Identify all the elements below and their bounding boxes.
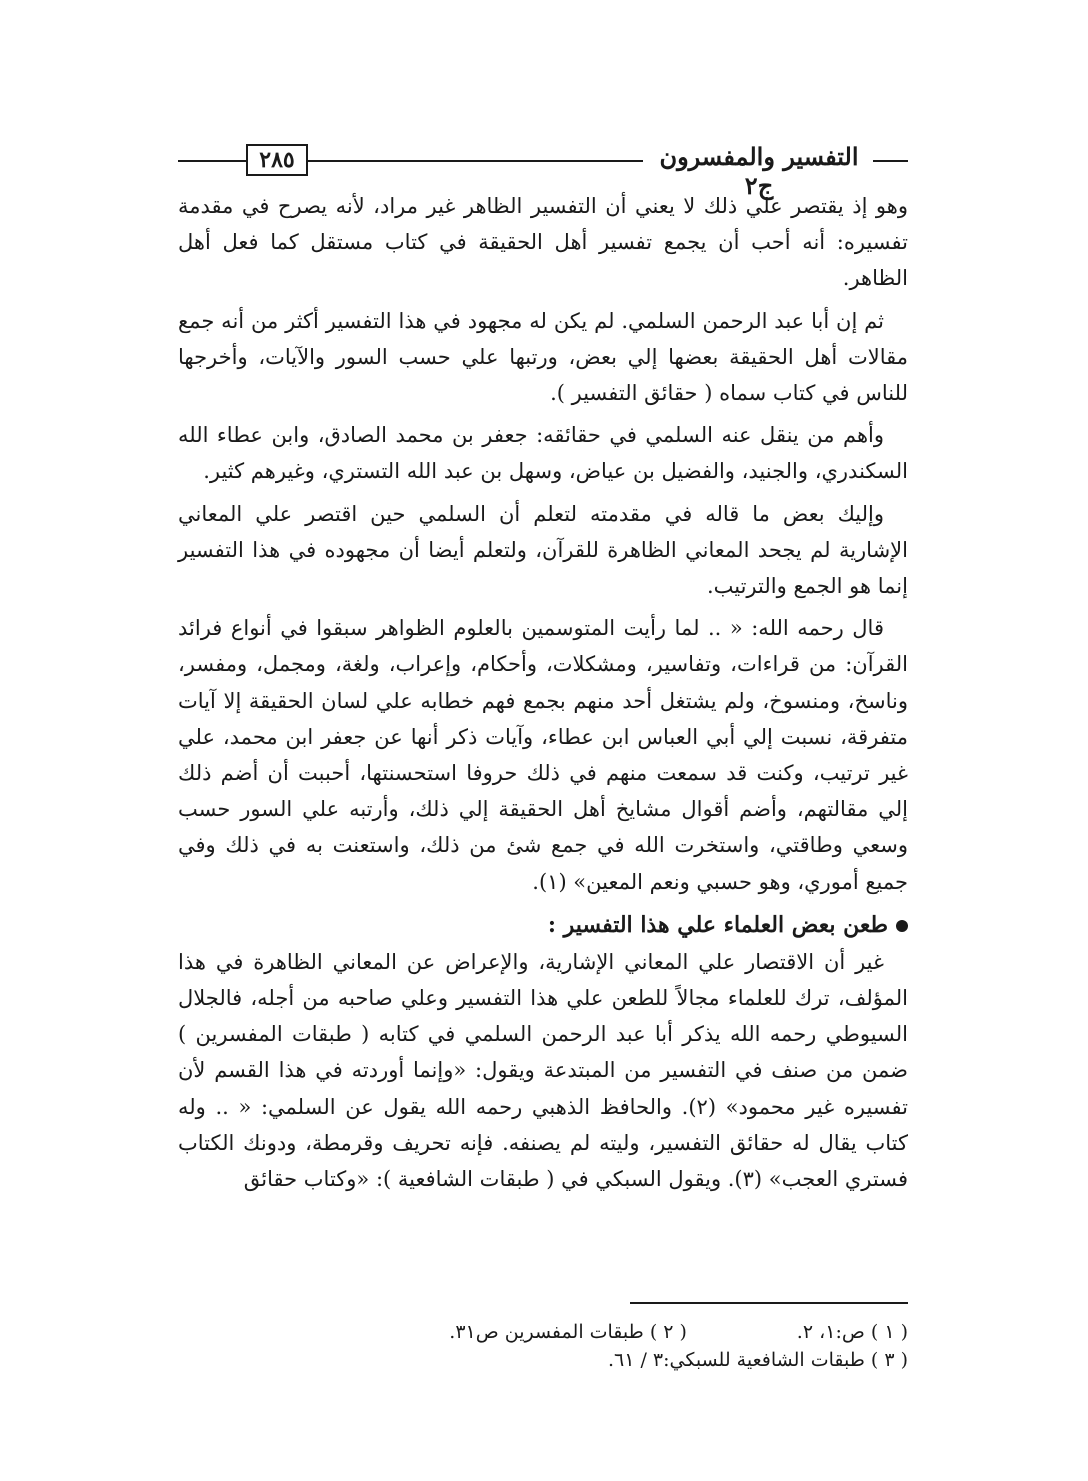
header-rule-middle bbox=[308, 160, 643, 162]
footnote-row-1 bbox=[178, 1318, 908, 1346]
running-title: التفسير والمفسرون ج٢ bbox=[659, 142, 859, 200]
page-header bbox=[178, 140, 908, 200]
paragraph-2: ثم إن أبا عبد الرحمن السلمي. لم يكن له مجهود في هذا التفسير أكثر من أنه جمع مقالات أهل الحقيقة بعضها إلي بعض، ورتبها علي حسب السور والآيات، وأخرجها للناس في كتاب سماه ( حقائق التفسير ). bbox=[178, 308, 908, 406]
footnote-row-2 bbox=[178, 1346, 908, 1374]
footnote-separator bbox=[630, 1302, 908, 1304]
footnote-3: ( ٣ ) طبقات الشافعية للسبكي:٣ / ٦١. bbox=[607, 1349, 908, 1371]
paragraph-4: وإليك بعض ما قاله في مقدمته لتعلم أن السلمي حين اقتصر علي المعاني الإشارية لم يجحد المعاني الظاهرة للقرآن، ولتعلم أيضا أن مجهوده في هذا التفسير إنما هو الجمع والترتيب. bbox=[178, 501, 908, 599]
footnote-2: ( ٢ ) طبقات المفسرين ص٣١. bbox=[449, 1321, 687, 1343]
section-heading-text: طعن بعض العلماء علي هذا التفسير : bbox=[547, 911, 888, 938]
header-rule-left bbox=[178, 160, 246, 162]
paragraph-1: وهو إذ يقتصر علي ذلك لا يعني أن التفسير الظاهر غير مراد، لأنه يصرح في مقدمة تفسيره: أنه أحب أن يجمع تفسير أهل الحقيقة في كتاب مستقل كما فعل أهل الظاهر. bbox=[178, 194, 908, 291]
paragraph-6: غير أن الاقتصار علي المعاني الإشارية، والإعراض عن المعاني الظاهرة في هذا المؤلف، ترك للعلماء مجالاً للطعن علي هذا التفسير وعلي صاحبه من أجله، فالجلال السيوطي رحمه الله يذكر أبا عبد الرحمن السلمي في كتابه ( طبقات المفسرين ) ضمن من صنف في التفسير من المبتدعة ويقول: «وإنما أوردته في هذا القسم لأن تفسيره غير محمود» (٢). والحافظ الذهبي رحمه الله يقول عن السلمي: « .. وله كتاب يقال له حقائق التفسير، وليته لم يصنفه. فإنه تحريف وقرمطة، ودونك الكتاب فستري العجب» (٣). ويقول السبكي في ( طبقات الشافعية ): «وكتاب حقائق bbox=[178, 949, 908, 1192]
bullet-icon bbox=[896, 920, 908, 932]
footnotes bbox=[178, 1318, 908, 1374]
header-rule-right bbox=[873, 160, 908, 162]
paragraph-5-quote: قال رحمه الله: « .. لما رأيت المتوسمين بالعلوم الظواهر سبقوا في أنواع فرائد القرآن: من قراءات، وتفاسير، ومشكلات، وأحكام، وإعراب، ولغة، ومجمل، ومفسر، وناسخ، ومنسوخ، ولم يشتغل أحد منهم بجمع فهم خطابه علي لسان الحقيقة إلا آيات متفرقة، نسبت إلي أبي العباس ابن عطاء، وآيات ذكر أنها عن جعفر ابن محمد، علي غير ترتيب، وكنت قد سمعت منهم في ذلك حروفا استحسنتها، أحببت أن أضم ذلك إلي مقالتهم، وأضم أقوال مشايخ أهل الحقيقة إلي ذلك، وأرتبه علي السور حسب وسعي وطاقتي، واستخرت الله في جمع شئ من ذلك، واستعنت به في ذلك وفي جميع أموري، وهو حسبي ونعم المعين» (١). bbox=[178, 616, 908, 894]
footnote-1: ( ١ ) ص:١، ٢. bbox=[796, 1321, 908, 1343]
main-text bbox=[178, 188, 908, 1203]
paragraph-3: وأهم من ينقل عنه السلمي في حقائقه: جعفر بن محمد الصادق، وابن عطاء الله السكندري، والجنيد، والفضيل بن عياض، وسهل بن عبد الله التستري، وغيرهم كثير. bbox=[178, 423, 908, 484]
section-heading bbox=[178, 906, 908, 944]
page-number: ٢٨٥ bbox=[246, 144, 308, 176]
